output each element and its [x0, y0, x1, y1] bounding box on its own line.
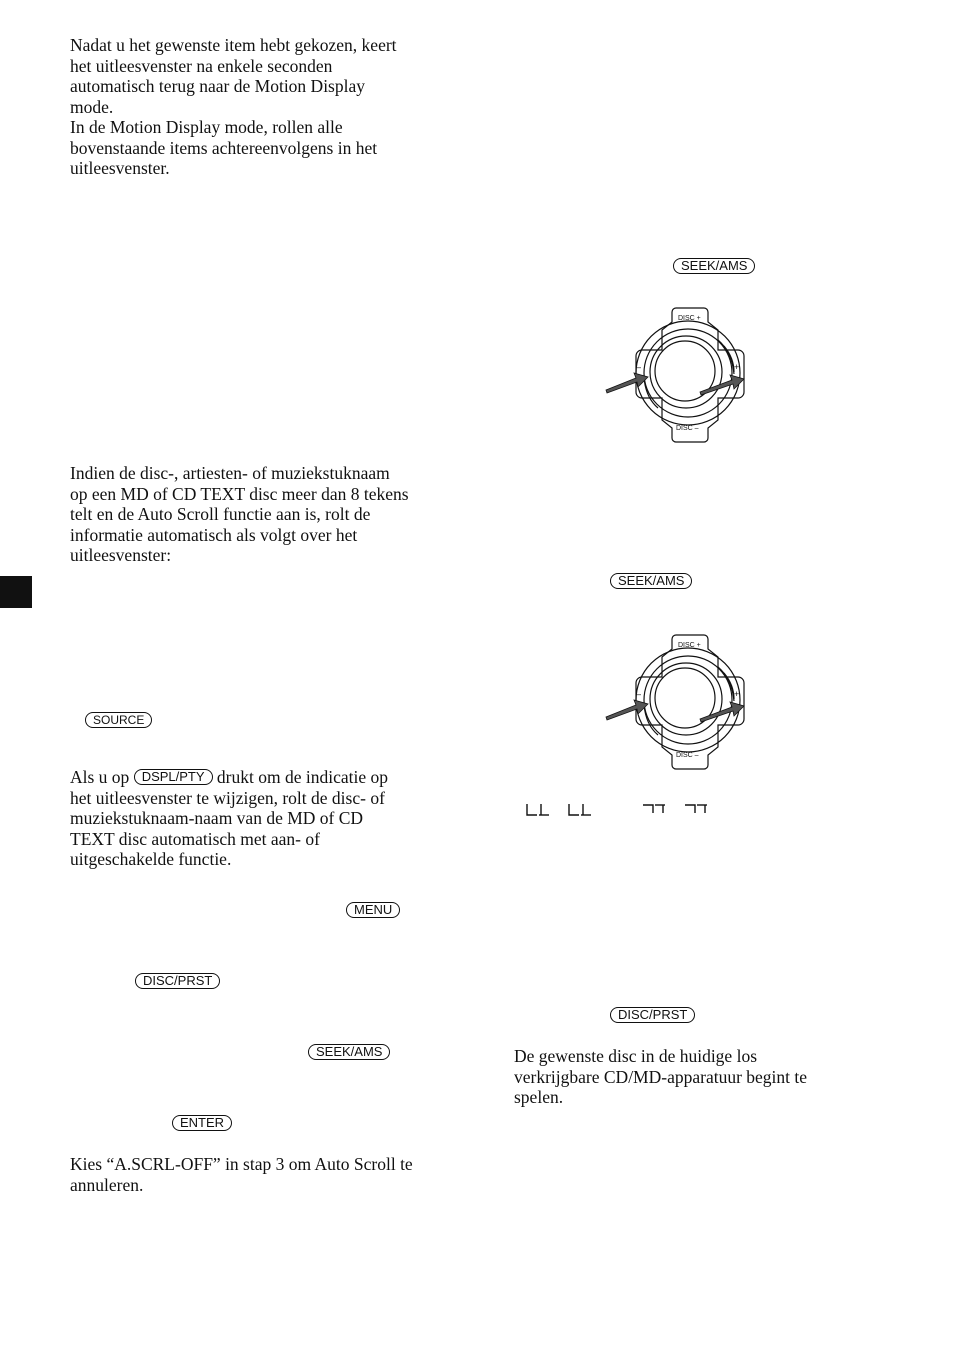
dial-label-minus: – [636, 362, 642, 372]
dial-label-disc-minus: DISC – [676, 752, 699, 759]
press-arrow-left [606, 373, 648, 393]
source-button[interactable]: SOURCE [85, 712, 152, 728]
press-arrow-left [606, 700, 648, 720]
seek-dial-illustration-1 [600, 300, 760, 445]
intro-paragraph: Nadat u het gewenste item hebt gekozen, keert het uitleesvenster na enkele seconden automatisch terug naar de Motion Display mode. In de Motion Display mode, rollen alle bovenstaande items achtereenvolgens in het uitleesvenster. [70, 35, 397, 178]
disc-play-paragraph: De gewenste disc in de huidige los verkrijgbare CD/MD-apparatuur begint te spelen. [514, 1046, 808, 1107]
section-tab-marker [0, 576, 32, 608]
dial-label-disc-plus: DISC + [678, 642, 701, 649]
disc-prst-button[interactable]: DISC/PRST [135, 973, 220, 989]
seek-dial-illustration-2 [600, 627, 760, 772]
dial-label-plus: + [734, 689, 740, 699]
dspl-pty-button[interactable]: DSPL/PTY [134, 769, 213, 785]
dial-label-disc-minus: DISC – [676, 425, 699, 432]
enter-button[interactable]: ENTER [172, 1115, 232, 1131]
seek-ams-button-bottom[interactable]: SEEK/AMS [610, 573, 692, 589]
seek-ams-button[interactable]: SEEK/AMS [308, 1044, 390, 1060]
auto-scroll-paragraph: Indien de disc-, artiesten- of muziekstuknaam op een MD of CD TEXT disc meer dan 8 tekens telt en de Auto Scroll functie aan is, rolt de informatie automatisch als volgt over het uitleesvenster: [70, 463, 409, 565]
dial-label-disc-plus: DISC + [678, 315, 701, 322]
menu-button[interactable]: MENU [346, 902, 400, 918]
lcd-segment-indicators [525, 802, 715, 818]
cancel-paragraph: Kies “A.SCRL-OFF” in stap 3 om Auto Scroll te annuleren. [70, 1154, 413, 1195]
seek-ams-button-top[interactable]: SEEK/AMS [673, 258, 755, 274]
dial-label-minus: – [636, 689, 642, 699]
dspl-paragraph: Als u op DSPL/PTY drukt om de indicatie op het uitleesvenster te wijzigen, rolt de disc- of muziekstuknaam-naam van de MD of CD TEXT disc automatisch met aan- of uitgeschakelde functie. [70, 767, 388, 869]
dial-label-plus: + [734, 362, 740, 372]
disc-prst-button-right[interactable]: DISC/PRST [610, 1007, 695, 1023]
